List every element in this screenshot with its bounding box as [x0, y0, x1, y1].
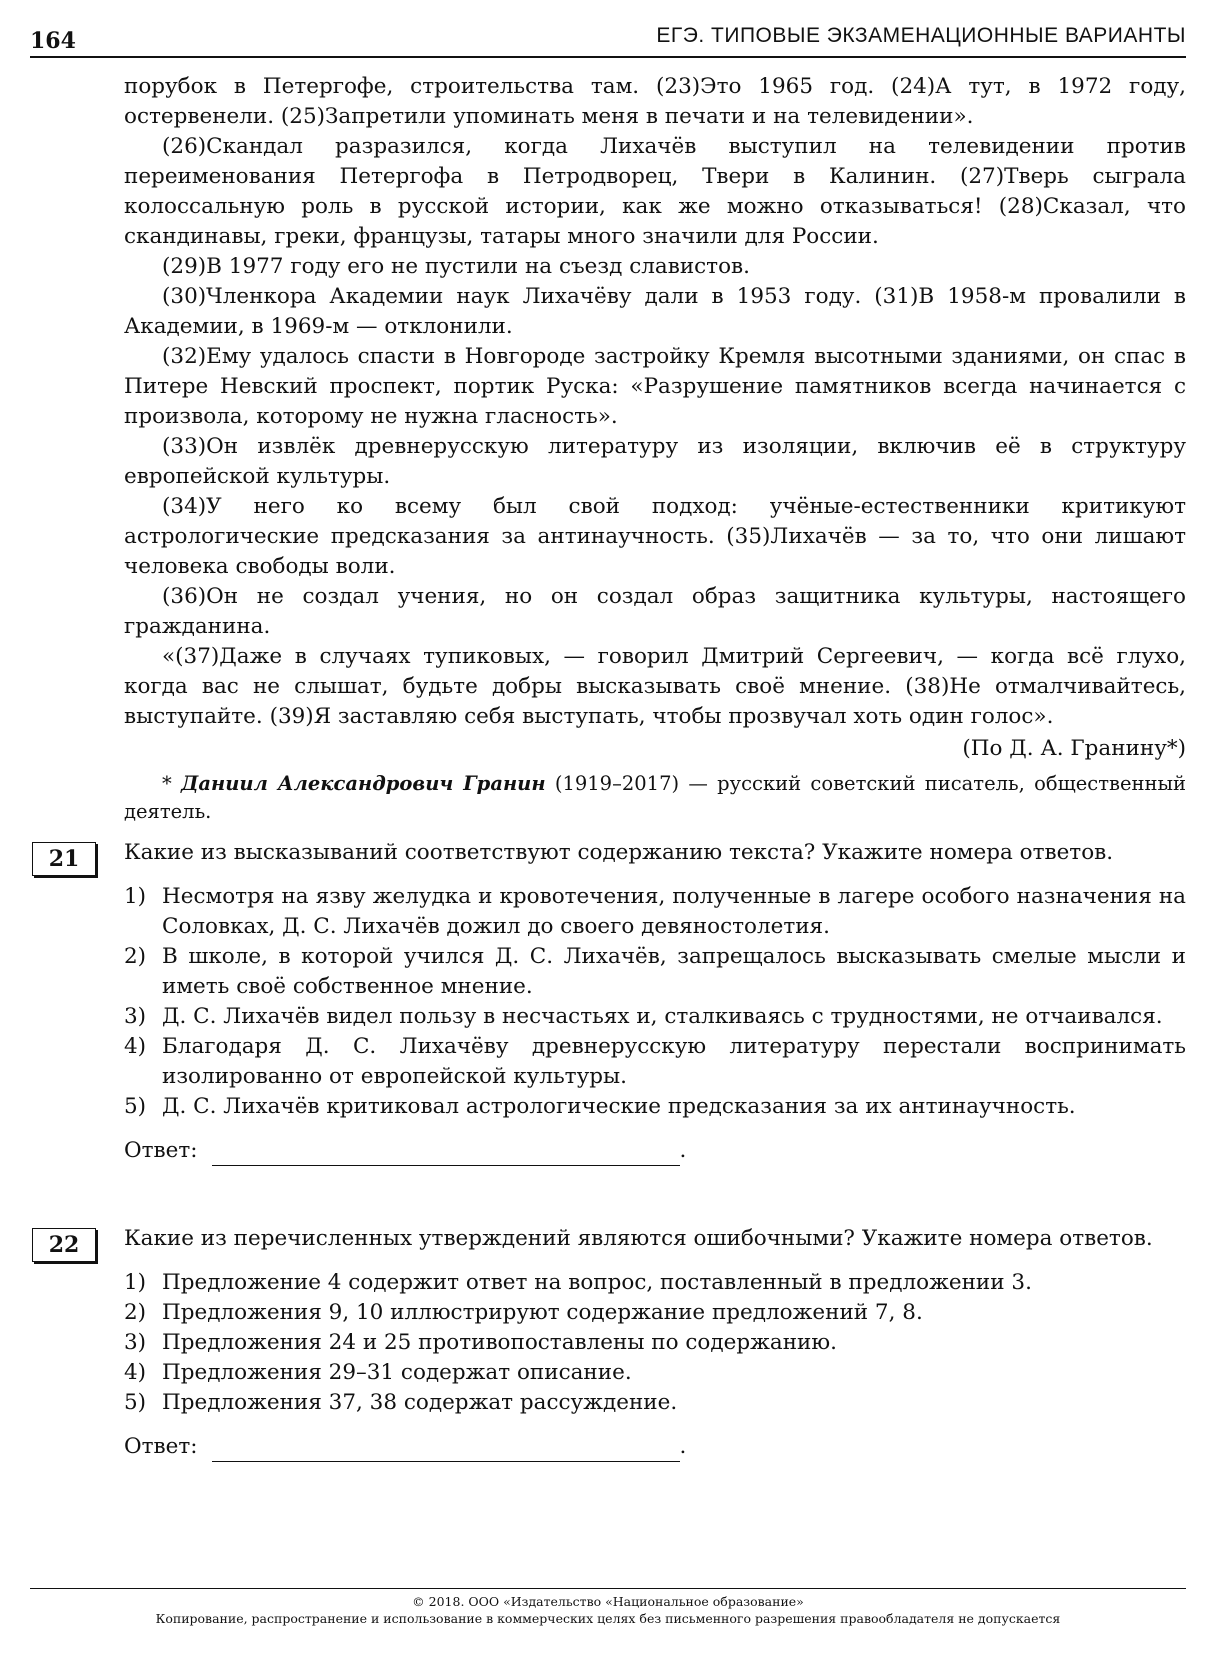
option-text: Благодаря Д. С. Лихачёву древнерусскую литературу перестали воспринимать изолированно от европейской культуры. [162, 1034, 1186, 1089]
answer-option [124, 1092, 1186, 1122]
text-attribution: (По Д. А. Гранину*) [962, 736, 1186, 761]
option-number: 2) [124, 1300, 147, 1325]
option-text: Предложения 37, 38 содержат рассуждение. [162, 1390, 678, 1415]
text-paragraph: «(37)Даже в случаях тупиковых, — говорил Дмитрий Сергеевич, — когда всё глухо, когда вас не слышат, будьте добры высказывать своё мнение. (38)Не отмалчивайтесь, выступайте. (39)Я заставляю себя выступать, чтобы прозвучал хоть один голос». [124, 644, 1186, 729]
answer-option [124, 1002, 1186, 1032]
text-paragraph: (34)У него ко всему был свой подход: учёные-естественники критикуют астрологические предсказания за антинаучность. (35)Лихачёв — за то, что они лишают человека свободы воли. [124, 494, 1186, 579]
answer-option [124, 882, 1186, 942]
option-number: 4) [124, 1034, 147, 1059]
answer-options [124, 882, 1186, 1122]
task-question: Какие из перечисленных утверждений являются ошибочными? Укажите номера ответов. [124, 1226, 1153, 1251]
answer-option [124, 1388, 1186, 1418]
text-paragraph: (29)В 1977 году его не пустили на съезд славистов. [162, 254, 750, 279]
option-text: Предложение 4 содержит ответ на вопрос, поставленный в предложении 3. [162, 1270, 1032, 1295]
task-body [124, 838, 1186, 1166]
page-number: 164 [30, 28, 76, 54]
footnote-marker: * [162, 772, 172, 795]
option-text: Д. С. Лихачёв критиковал астрологические предсказания за их антинаучность. [162, 1094, 1076, 1119]
text-paragraph: (26)Скандал разразился, когда Лихачёв выступил на телевидении против переименования Петергофа в Петродворец, Твери в Калинин. (27)Тверь сыграла колоссальную роль в русской истории, как же можно отказываться! (28)Сказал, что скандинавы, греки, французы, татары много значили для России. [124, 134, 1186, 249]
answer-option [124, 1328, 1186, 1358]
answer-period: . [679, 1138, 687, 1163]
text-paragraph: (36)Он не создал учения, но он создал образ защитника культуры, настоящего гражданина. [124, 584, 1186, 639]
answer-row [124, 1136, 1186, 1166]
reading-text [124, 72, 1186, 826]
page-header [30, 22, 1186, 58]
option-text: Д. С. Лихачёв видел пользу в несчастьях и, сталкиваясь с трудностями, не отчаивался. [162, 1004, 1163, 1029]
answer-options [124, 1268, 1186, 1418]
text-paragraph: (30)Членкора Академии наук Лихачёву дали в 1953 году. (31)В 1958-м провалили в Академии, в 1969-м — отклонили. [124, 284, 1186, 339]
answer-option [124, 1358, 1186, 1388]
option-number: 2) [124, 944, 147, 969]
task-body [124, 1224, 1186, 1462]
option-text: Несмотря на язву желудка и кровотечения, полученные в лагере особого назначения на Соловках, Д. С. Лихачёв дожил до своего девяностолетия. [162, 884, 1186, 939]
option-number: 3) [124, 1004, 147, 1029]
copyright-line: © 2018. ООО «Издательство «Национальное образование» [412, 1594, 804, 1609]
footnote-author-name: Даниил Александрович Гранин [181, 772, 546, 795]
answer-period: . [679, 1434, 687, 1459]
text-paragraph: порубок в Петергофе, строительства там. (23)Это 1965 год. (24)А тут, в 1972 году, остервенели. (25)Запретили упоминать меня в печати и на телевидении». [124, 74, 1186, 129]
option-text: Предложения 9, 10 иллюстрируют содержание предложений 7, 8. [162, 1300, 923, 1325]
footnote-text: (1919–2017) — русский советский писатель, общественный деятель. [124, 772, 1187, 823]
answer-option [124, 1298, 1186, 1328]
answer-option [124, 1032, 1186, 1092]
option-number: 1) [124, 884, 147, 909]
author-footnote [124, 770, 1186, 826]
option-number: 3) [124, 1330, 147, 1355]
task-question: Какие из высказываний соответствуют содержанию текста? Укажите номера ответов. [124, 840, 1114, 865]
task-number-box: 22 [32, 1228, 96, 1262]
running-title: ЕГЭ. ТИПОВЫЕ ЭКЗАМЕНАЦИОННЫЕ ВАРИАНТЫ [656, 24, 1186, 47]
copyright-notice: Копирование, распространение и использование в коммерческих целях без письменного разрешения правообладателя не допускается [155, 1611, 1061, 1626]
option-number: 1) [124, 1270, 147, 1295]
answer-field[interactable] [212, 1143, 680, 1166]
answer-row [124, 1432, 1186, 1462]
option-number: 5) [124, 1094, 147, 1119]
task-number-box: 21 [32, 842, 96, 876]
option-text: Предложения 29–31 содержат описание. [162, 1360, 632, 1385]
page-footer [30, 1588, 1186, 1627]
answer-option [124, 942, 1186, 1002]
answer-label: Ответ: [124, 1434, 198, 1459]
answer-field[interactable] [212, 1439, 680, 1462]
text-paragraph: (33)Он извлёк древнерусскую литературу из изоляции, включив её в структуру европейской культуры. [124, 434, 1186, 489]
option-number: 5) [124, 1390, 147, 1415]
text-paragraph: (32)Ему удалось спасти в Новгороде застройку Кремля высотными зданиями, он спас в Питере Невский проспект, портик Руска: «Разрушение памятников всегда начинается с произвола, которому не нужна гласность». [124, 344, 1186, 429]
answer-label: Ответ: [124, 1138, 198, 1163]
answer-option [124, 1268, 1186, 1298]
option-text: В школе, в которой учился Д. С. Лихачёв, запрещалось высказывать смелые мысли и иметь своё собственное мнение. [162, 944, 1186, 999]
option-number: 4) [124, 1360, 147, 1385]
option-text: Предложения 24 и 25 противопоставлены по содержанию. [162, 1330, 837, 1355]
